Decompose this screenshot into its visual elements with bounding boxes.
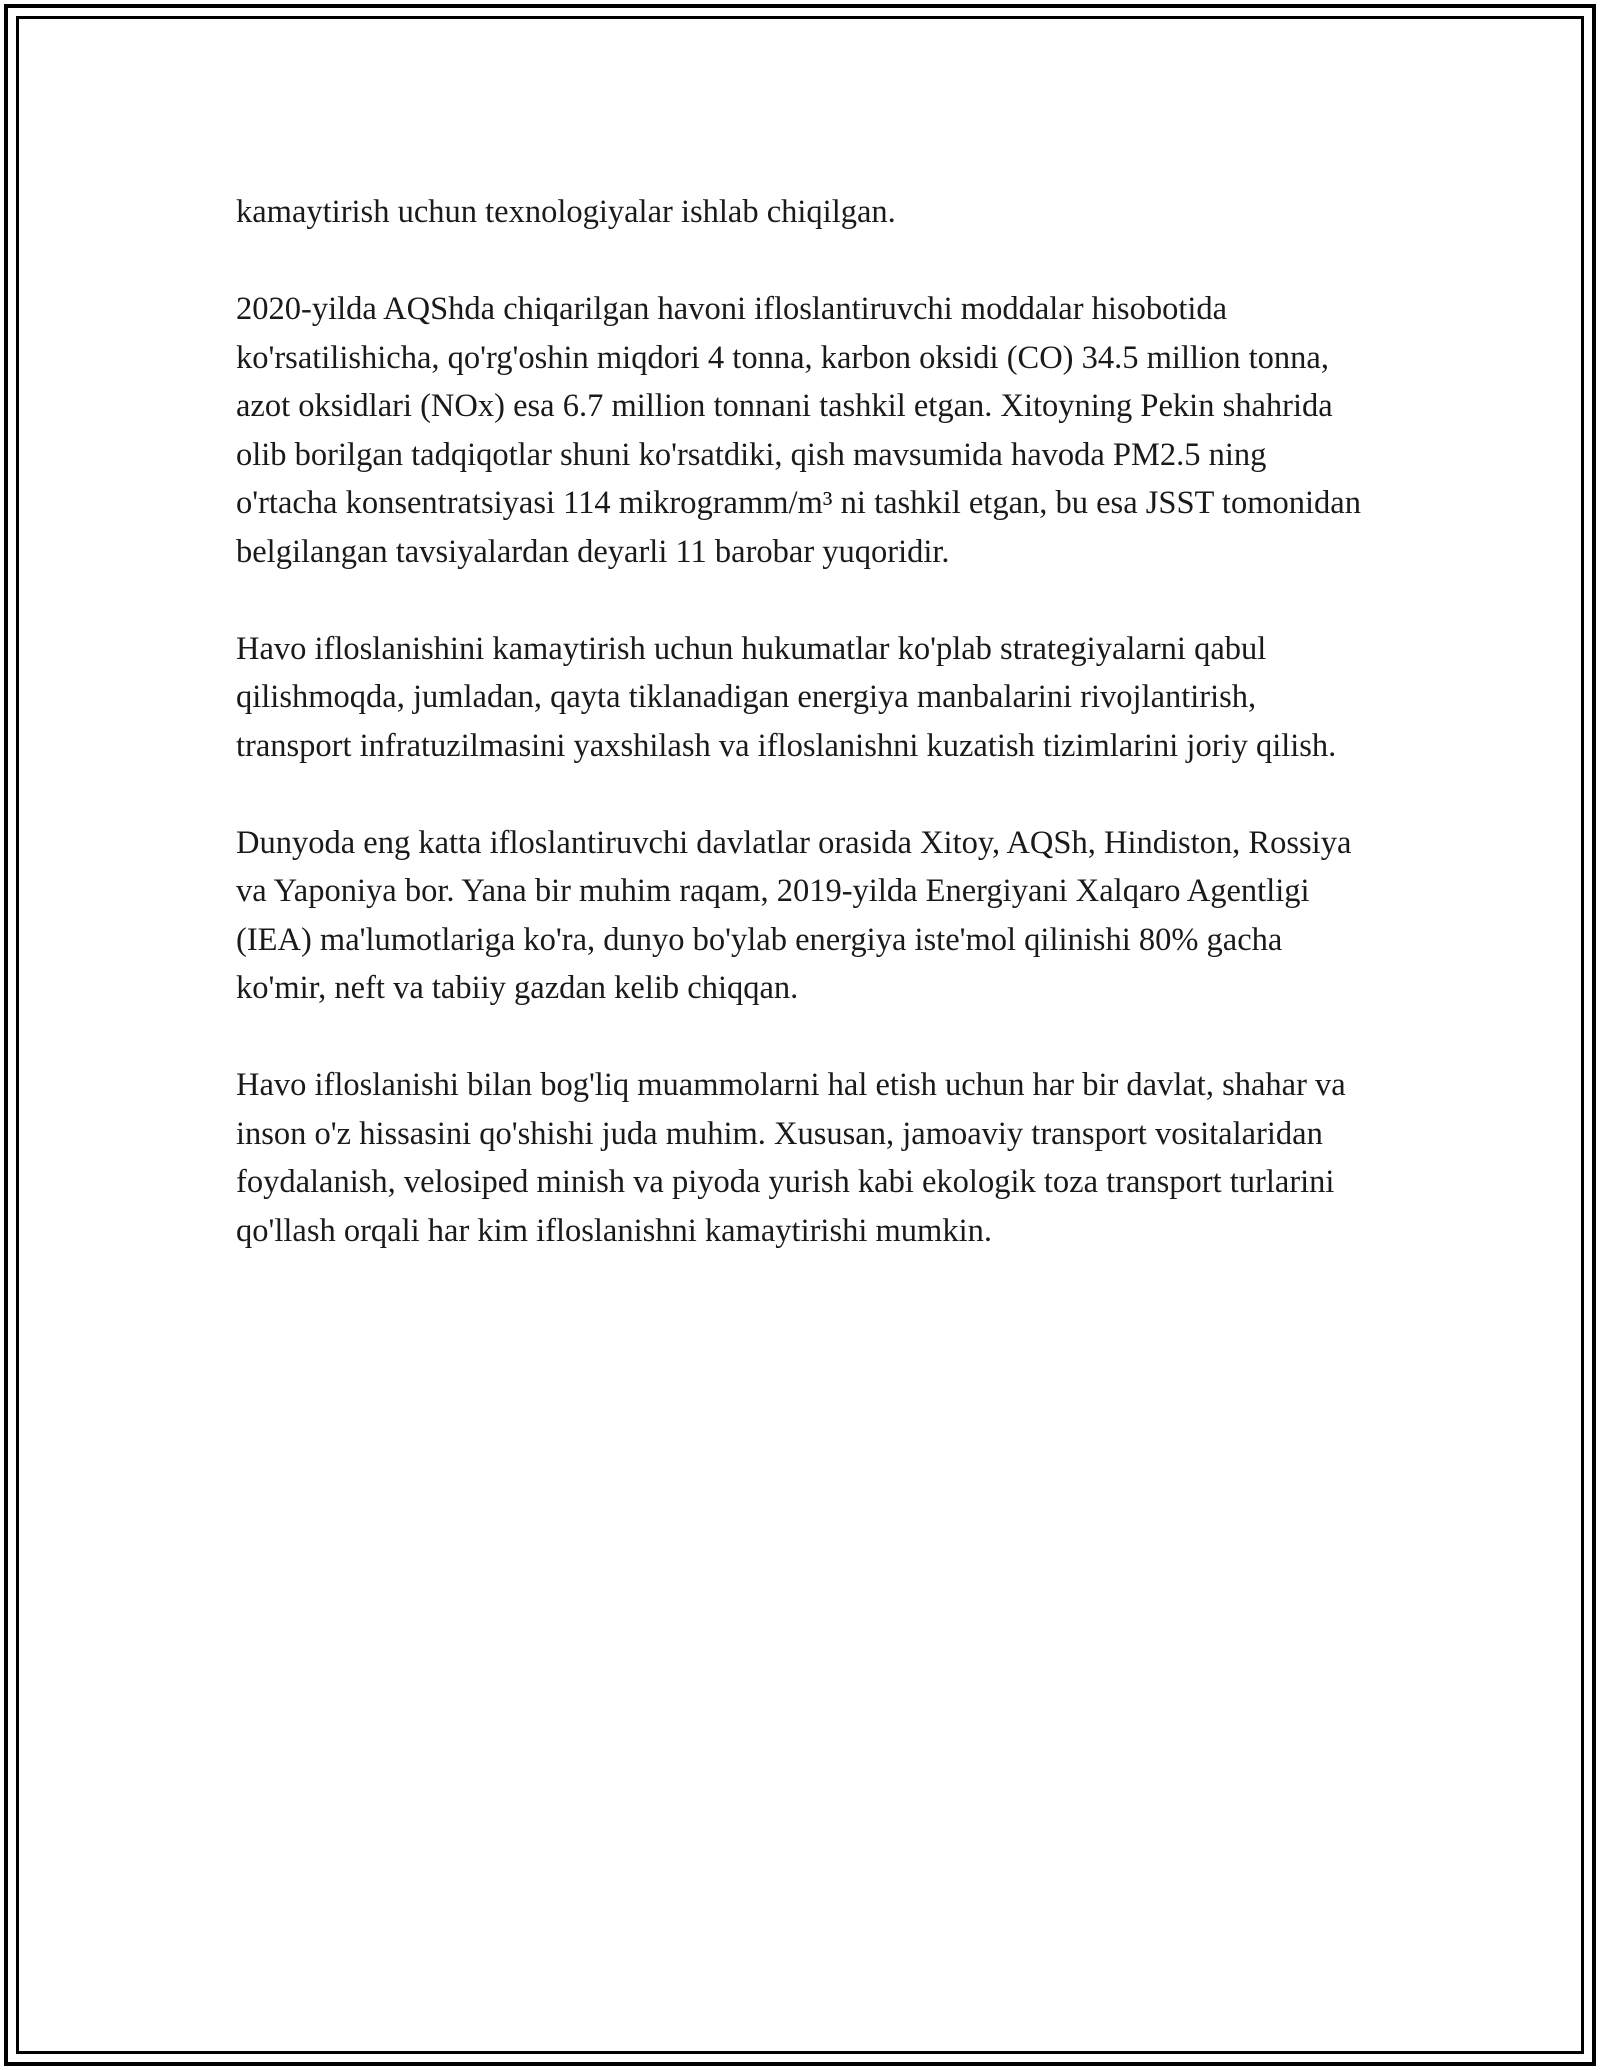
paragraph-us-emissions: 2020-yilda AQShda chiqarilgan havoni ifloslantiruvchi moddalar hisobotida ko'rsatilishicha, qo'rg'oshin miqdori 4 tonna, karbon oksidi (CO) 34.5 million tonna, azot oksidlari (NOx) esa 6.7 million tonnani tashkil etgan. Xitoyning Pekin shahrida olib borilgan tadqiqotlar shuni ko'rsatdiki, qish mavsumida havoda PM2.5 ning o'rtacha konsentratsiyasi 114 mikrogramm/m³ ni tashkil etgan, bu esa JSST tomonidan belgilangan tavsiyalardan deyarli 11 barobar yuqoridir. <box>236 291 1361 570</box>
paragraph-largest-polluters: Dunyoda eng katta ifloslantiruvchi davlatlar orasida Xitoy, AQSh, Hindiston, Rossiya va Yaponiya bor. Yana bir muhim raqam, 2019-yilda Energiyani Xalqaro Agentligi (IEA) ma'lumotlariga ko'ra, dunyo bo'ylab energiya iste'mol qilinishi 80% gacha ko'mir, neft va tabiiy gazdan kelib chiqqan. <box>236 824 1352 1006</box>
paragraph-continuation: kamaytirish uchun texnologiyalar ishlab chiqilgan. <box>236 194 896 230</box>
document-body <box>236 188 1366 1304</box>
paragraph-individual-contribution: Havo ifloslanishi bilan bog'liq muammolarni hal etish uchun har bir davlat, shahar va inson o'z hissasini qo'shishi juda muhim. Xususan, jamoaviy transport vositalaridan foydalanish, velosiped minish va piyoda yurish kabi ekologik toza transport turlarini qo'llash orqali har kim ifloslanishni kamaytirishi mumkin. <box>236 1067 1346 1249</box>
paragraph-government-strategies: Havo ifloslanishini kamaytirish uchun hukumatlar ko'plab strategiyalarni qabul qilishmoqda, jumladan, qayta tiklanadigan energiya manbalarini rivojlantirish, transport infratuzilmasini yaxshilash va ifloslanishni kuzatish tizimlarini joriy qilish. <box>236 630 1337 764</box>
